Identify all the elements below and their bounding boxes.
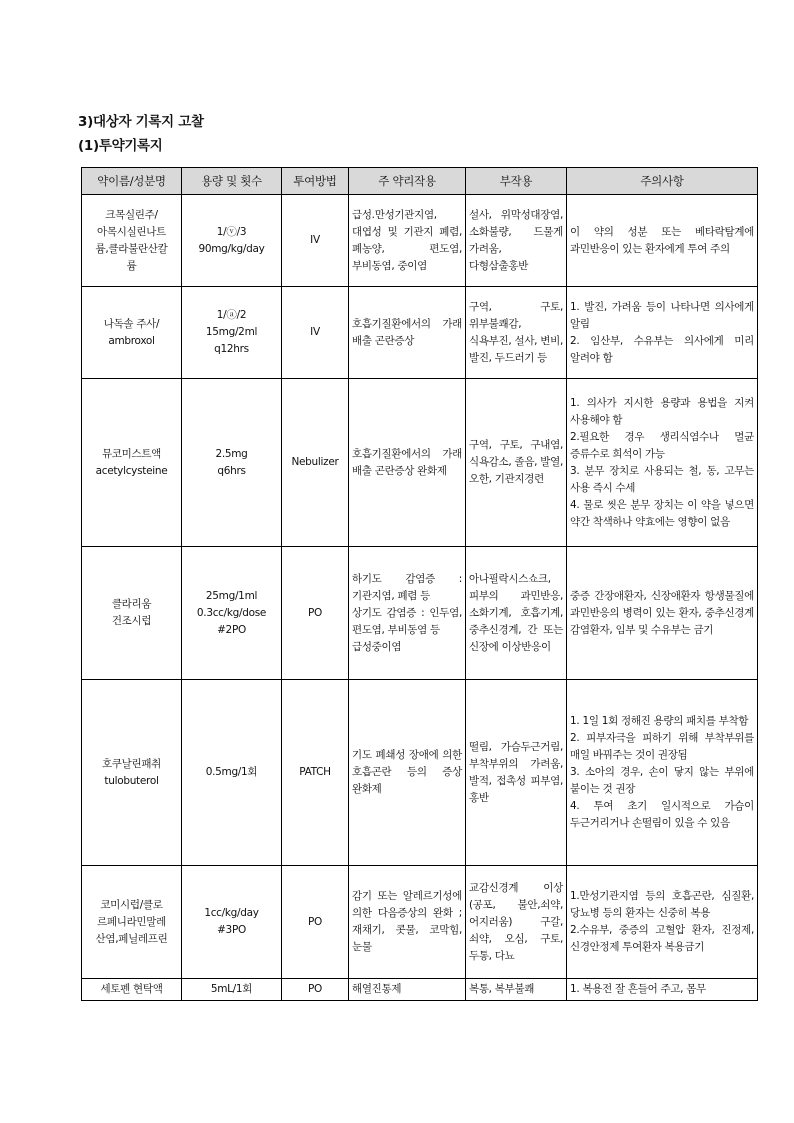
drug-name: 클라리움 건조시럽 — [82, 547, 182, 680]
side-effects: 아나필락시스쇼크, 피부의 과민반응, 소화기계, 호흡기계, 중추신경계, 간 또는 신장에 이상반응이 — [466, 547, 567, 680]
action: 호흡기질환에서의 가래 배출 곤란증상 — [349, 287, 466, 379]
dose: 1/ⓐ/2 15mg/2ml q12hrs — [182, 287, 282, 379]
route: PO — [282, 866, 349, 979]
drug-name: 호쿠날린패취 tulobuterol — [82, 680, 182, 866]
route: IV — [282, 287, 349, 379]
action: 기도 폐쇄성 장애에 의한 호흡곤란 등의 증상 완화제 — [349, 680, 466, 866]
drug-name: 크목실린주/ 아목시실린나트 륨,클라불란산칼 륨 — [82, 195, 182, 287]
cautions: 중증 간장애환자, 신장애환자 항생물질에 과민반응의 병력이 있는 환자, 중추신경계 감염환자, 임부 및 수유부는 금기 — [567, 547, 758, 680]
dose: 0.5mg/1회 — [182, 680, 282, 866]
route: PO — [282, 547, 349, 680]
section-title: 3)대상자 기록지 고찰 — [78, 114, 204, 130]
header-drug-name: 약이름/성분명 — [82, 168, 182, 195]
drug-name: 나독솔 주사/ ambroxol — [82, 287, 182, 379]
dose: 1/ⓥ/3 90mg/kg/day — [182, 195, 282, 287]
table-row — [82, 547, 758, 680]
header-side-effects: 부작용 — [466, 168, 567, 195]
side-effects: 구역, 구토, 위부불쾌감, 식욕부진, 설사, 변비, 발진, 두드러기 등 — [466, 287, 567, 379]
dose: 25mg/1ml 0.3cc/kg/dose #2PO — [182, 547, 282, 680]
drug-name: 코미시럽/클로 르페니라민말레 산염,페닐레프린 — [82, 866, 182, 979]
cautions: 1. 복용전 잘 흔들어 주고, 몸무 — [567, 979, 758, 1001]
dose: 1cc/kg/day #3PO — [182, 866, 282, 979]
cautions: 1. 발진, 가려움 등이 나타나면 의사에게 알림 2. 임산부, 수유부는 의사에게 미리 알려야 함 — [567, 287, 758, 379]
cautions: 1.만성기관지염 등의 호흡곤란, 심질환, 당뇨병 등의 환자는 신중히 복용 2.수유부, 중증의 고혈압 환자, 진정제, 신경안정제 투여환자 복용금기 — [567, 866, 758, 979]
action: 호흡기질환에서의 가래 배출 곤란증상 완화제 — [349, 379, 466, 547]
side-effects: 구역, 구토, 구내염, 식욕감소, 졸음, 발열, 오한, 기관지경련 — [466, 379, 567, 547]
dose: 5mL/1회 — [182, 979, 282, 1001]
side-effects: 설사, 위막성대장염, 소화불량, 드물게 가려움, 다형삼출홍반 — [466, 195, 567, 287]
dose: 2.5mg q6hrs — [182, 379, 282, 547]
table-row — [82, 379, 758, 547]
action: 해열진통제 — [349, 979, 466, 1001]
route: IV — [282, 195, 349, 287]
drug-name: 세토펜 현탁액 — [82, 979, 182, 1001]
cautions: 이 약의 성분 또는 베타락탐계에 과민반응이 있는 환자에게 투여 주의 — [567, 195, 758, 287]
cautions: 1. 1일 1회 정해진 용량의 패치를 부착함 2. 피부자극을 피하기 위해 부착부위를 매일 바꿔주는 것이 권장됨 3. 소아의 경우, 손이 닿지 않는 부위에 붙이는 것 권장 4. 투여 초기 일시적으로 가슴이 두근거리거나 손떨림이 있을 수 있음 — [567, 680, 758, 866]
side-effects: 교감신경계 이상(공포, 불안,쇠약,어지러움) 구갈, 쇠약, 오심, 구토, 두통, 다뇨 — [466, 866, 567, 979]
header-action: 주 약리작용 — [349, 168, 466, 195]
table-row — [82, 979, 758, 1001]
table-row — [82, 680, 758, 866]
table-row — [82, 195, 758, 287]
side-effects: 떨림, 가슴두근거림,부착부위의 가려움, 발적, 접촉성 피부염, 홍반 — [466, 680, 567, 866]
medication-record-table — [81, 167, 758, 1001]
route: PATCH — [282, 680, 349, 866]
header-dose: 용량 및 횟수 — [182, 168, 282, 195]
action: 급성.만성기관지염, 대엽성 및 기관지 폐렴, 폐농양, 편도염, 부비동염, 중이염 — [349, 195, 466, 287]
header-cautions: 주의사항 — [567, 168, 758, 195]
table-header-row — [82, 168, 758, 195]
route: PO — [282, 979, 349, 1001]
table-row — [82, 866, 758, 979]
table-row — [82, 287, 758, 379]
side-effects: 복통, 복부불쾌 — [466, 979, 567, 1001]
header-route: 투여방법 — [282, 168, 349, 195]
action: 하기도 감염증 : 기관지염, 폐렴 등 상기도 감염증 : 인두염, 편도염, 부비동염 등 급성중이염 — [349, 547, 466, 680]
subsection-title: (1)투약기록지 — [78, 138, 163, 154]
cautions: 1. 의사가 지시한 용량과 용법을 지켜 사용해야 함 2.필요한 경우 생리식염수나 멸균 증류수로 희석이 가능 3. 분무 장치로 사용되는 철, 동, 고무는 사용 즉시 수세 4. 물로 씻은 분무 장치는 이 약을 넣으면 약간 착색하나 약효에는 영향이 없음 — [567, 379, 758, 547]
drug-name: 뮤코미스트액 acetylcysteine — [82, 379, 182, 547]
action: 감기 또는 알레르기성에 의한 다음증상의 완화 ; 재채기, 콧물, 코막힘, 눈물 — [349, 866, 466, 979]
route: Nebulizer — [282, 379, 349, 547]
